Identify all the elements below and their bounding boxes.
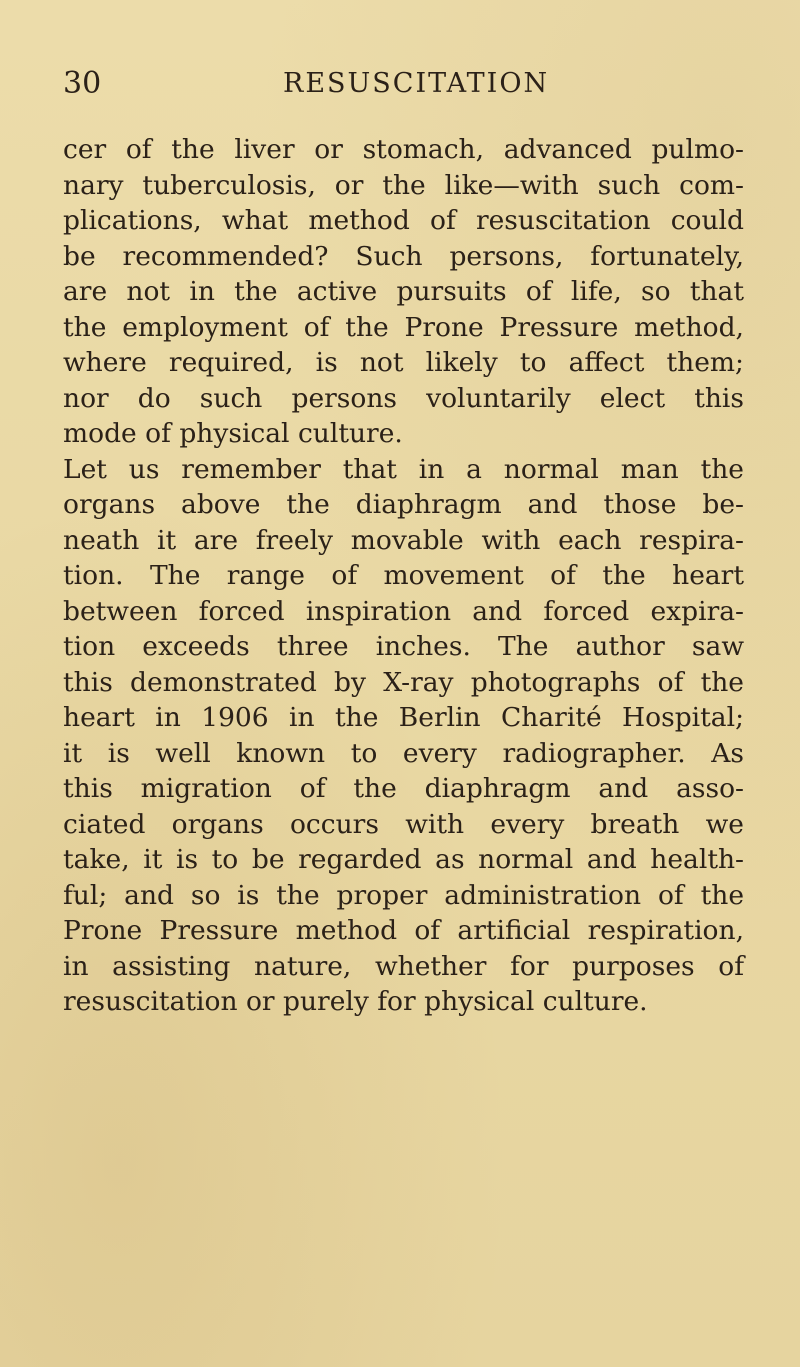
- running-title: RESUSCITATION: [283, 68, 550, 99]
- text-line: it is well known to every radiographer. As: [63, 737, 744, 769]
- text-line: are not in the active pursuits of life, so that: [63, 276, 744, 307]
- text-line: between forced inspiration and forced expira-: [63, 595, 744, 627]
- text-line: where required, is not likely to affect them;: [63, 347, 744, 378]
- text-line: the employment of the Prone Pressure method,: [63, 311, 744, 343]
- text-line: be recommended? Such persons, fortunately,: [63, 240, 744, 272]
- text-line: neath it are freely movable with each respira-: [63, 524, 744, 556]
- text-line: nor do such persons voluntarily elect this: [63, 382, 744, 414]
- text-line: tion. The range of movement of the heart: [63, 560, 744, 591]
- text-line: this migration of the diaphragm and asso-: [63, 773, 744, 804]
- page-number: 30: [63, 66, 102, 101]
- text-line: Let us remember that in a normal man the: [63, 453, 744, 485]
- text-line: nary tuberculosis, or the like—with such com-: [63, 169, 744, 201]
- text-line: this demonstrated by X-ray photographs of the: [63, 666, 744, 698]
- text-line: ciated organs occurs with every breath we: [63, 808, 744, 840]
- text-line: Prone Pressure method of artificial respiration,: [63, 915, 744, 946]
- text-line: tion exceeds three inches. The author saw: [63, 631, 744, 662]
- text-line: plications, what method of resuscitation could: [63, 205, 744, 236]
- text-line: ful; and so is the proper administration of the: [63, 879, 744, 911]
- text-line: mode of physical culture.: [63, 418, 403, 449]
- text-line: in assisting nature, whether for purposes of: [63, 950, 744, 982]
- text-line: heart in 1906 in the Berlin Charité Hospital;: [63, 702, 744, 733]
- text-line: cer of the liver or stomach, advanced pulmo-: [63, 134, 744, 165]
- body-text: [63, 132, 744, 1020]
- text-line: resuscitation or purely for physical culture.: [63, 986, 648, 1017]
- text-line: organs above the diaphragm and those be-: [63, 489, 744, 520]
- text-line: take, it is to be regarded as normal and health-: [63, 844, 744, 875]
- running-head: [63, 64, 740, 104]
